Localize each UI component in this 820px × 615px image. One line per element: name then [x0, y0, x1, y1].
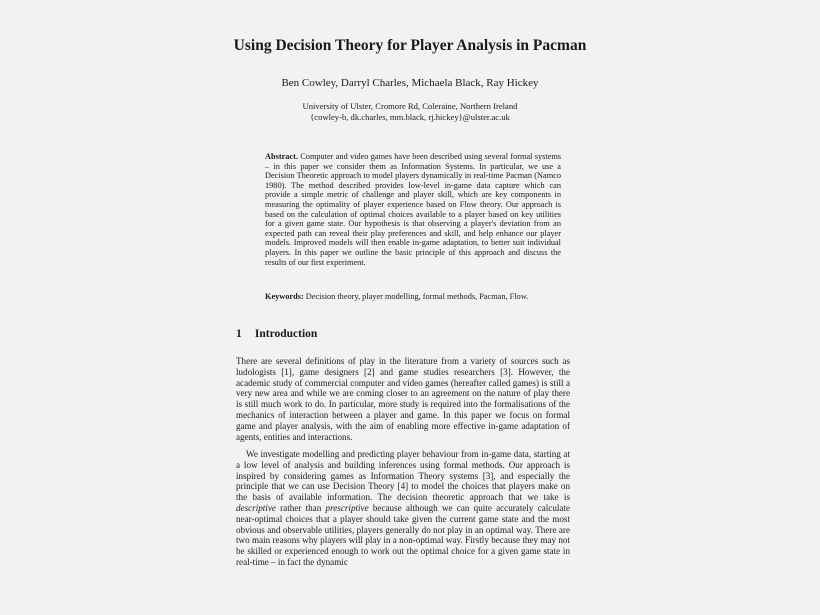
intro-paragraph-1: There are several definitions of play in the literature from a variety of sources such as ludologists [1], game designers [2] and game studies researchers [3]. However, the academic study of commercial computer and video games (hereafter called games) is still a very new area and while we are coming closer to an agreement on the nature of play there is still much work to do. In particular, more study is required into the formalisations of the mechanics of interaction between a player and game. In this paper we focus on formal game and player analysis, with the aim of enabling more effective in-game adaptation of agents, entities and interactions.	[236, 356, 570, 442]
para2-part-c: because although we can quite accurately calculate near-optimal choices that a player should take given the current game state and the most obvious and observable utilities, players generally do not play in an optimal way. There are two main reasons why players will play in a non-optimal way. Firstly because they may not be skilled or experienced enough to work out the optimal choice for a given game state in real-time – in fact the dynamic	[236, 502, 570, 567]
para2-italic-prescriptive: prescriptive	[325, 502, 369, 513]
abstract-label: Abstract.	[265, 152, 298, 161]
intro-paragraph-2	[236, 449, 570, 568]
section-title: Introduction	[254, 328, 318, 340]
abstract	[265, 152, 561, 267]
keywords-text: Decision theory, player modelling, formal methods, Pacman, Flow.	[305, 292, 529, 301]
para2-part-b: rather than	[280, 502, 322, 513]
affiliation-address: University of Ulster, Cromore Rd, Coleraine, Northern Ireland	[302, 101, 518, 111]
section-number: 1	[236, 328, 242, 340]
para2-part-a: We investigate modelling and predicting player behaviour from in-game data, starting at a low level of analysis and building inferences using formal methods. Our approach is inspired by considering games as Information Theory systems [3], and especially the principle that we can use Decision Theory [4] to model the choices that players make on the basis of available information. The decision theoretic approach that we take is	[236, 449, 570, 503]
affiliation	[0, 101, 820, 123]
abstract-text: Computer and video games have been described using several formal systems – in this paper we consider them as Information Systems. In particular, we use a Decision Theoretic approach to model players dynamically in real-time Pacman (Namco 1980). The method described provides low-level in-game data capture which can provide a simple metric of challenge and player skill, which are key components in measuring the optimality of player experience based on Flow theory. Our approach is based on the calculation of optimal choices available to a player based on key utilities for a given game state. Our hypothesis is that observing a player's deviation from an expected path can reveal their play preferences and skill, and help enhance our player models. Improved models will then enable in-game adaptation, to better suit individual players. In this paper we outline the basic principle of this approach and discuss the results of our first experiment.	[265, 152, 562, 267]
section-heading-introduction	[236, 328, 317, 340]
author-list: Ben Cowley, Darryl Charles, Michaela Black, Ray Hickey	[281, 77, 539, 89]
para2-italic-descriptive: descriptive	[236, 502, 276, 513]
paper-title: Using Decision Theory for Player Analysis in Pacman	[233, 37, 587, 54]
keywords-label: Keywords:	[265, 292, 304, 301]
affiliation-emails: {cowley-b, dk.charles, mm.black, rj.hickey}@ulster.ac.uk	[310, 112, 510, 122]
keywords	[265, 292, 561, 302]
